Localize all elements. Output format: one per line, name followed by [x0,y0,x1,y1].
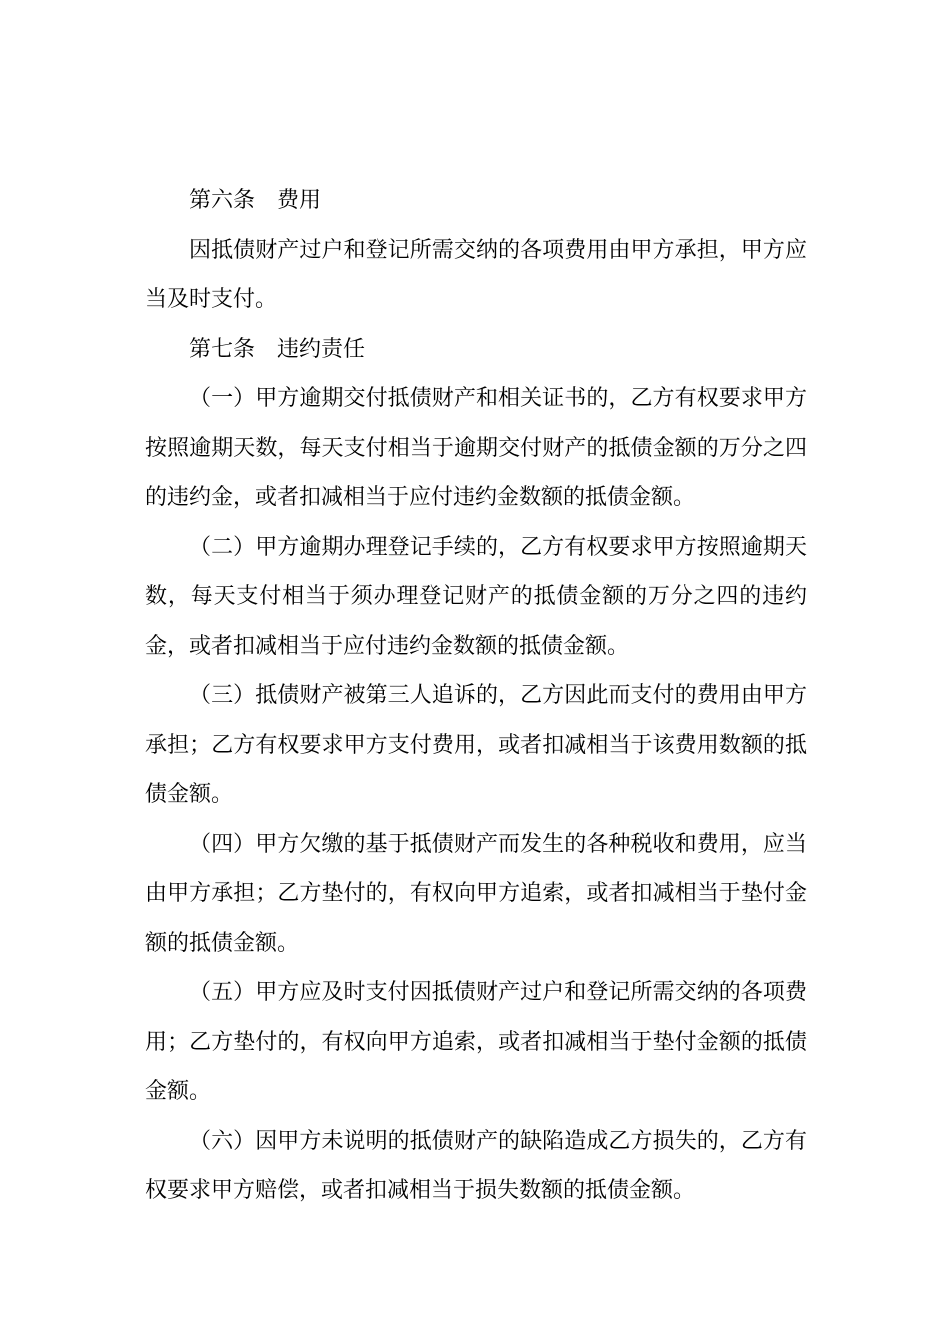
article-7-clause-5: （五）甲方应及时支付因抵债财产过户和登记所需交纳的各项费用；乙方垫付的，有权向甲方追索，或者扣减相当于垫付金额的抵债金额。 [145,980,807,1104]
article-7-heading [145,325,807,375]
article-7-clause-1: （一）甲方逾期交付抵债财产和相关证书的，乙方有权要求甲方按照逾期天数，每天支付相当于逾期交付财产的抵债金额的万分之四的违约金，或者扣减相当于应付违约金数额的抵债金额。 [145,386,807,510]
article-7-title: 违约责任 [277,336,366,362]
article-6-heading [145,176,807,226]
article-7-clause-3: （三）抵债财产被第三人追诉的，乙方因此而支付的费用由甲方承担；乙方有权要求甲方支付费用，或者扣减相当于该费用数额的抵债金额。 [145,683,807,807]
article-6-title: 费用 [277,188,322,213]
article-7-clause-2: （二）甲方逾期办理登记手续的，乙方有权要求甲方按照逾期天数，每天支付相当于须办理登记财产的抵债金额的万分之四的违约金，或者扣减相当于应付违约金数额的抵债金额。 [145,534,807,659]
article-6-number: 第六条 [189,188,256,213]
article-7-number: 第七条 [189,336,256,362]
article-7-clause-4: （四）甲方欠缴的基于抵债财产而发生的各种税收和费用，应当由甲方承担；乙方垫付的，有权向甲方追索，或者扣减相当于垫付金额的抵债金额。 [145,831,807,956]
article-7-clause-6: （六）因甲方未说明的抵债财产的缺陷造成乙方损失的，乙方有权要求甲方赔偿，或者扣减相当于损失数额的抵债金额。 [145,1128,807,1203]
document-page [145,176,807,1216]
article-6-paragraph: 因抵债财产过户和登记所需交纳的各项费用由甲方承担，甲方应当及时支付。 [145,237,807,312]
